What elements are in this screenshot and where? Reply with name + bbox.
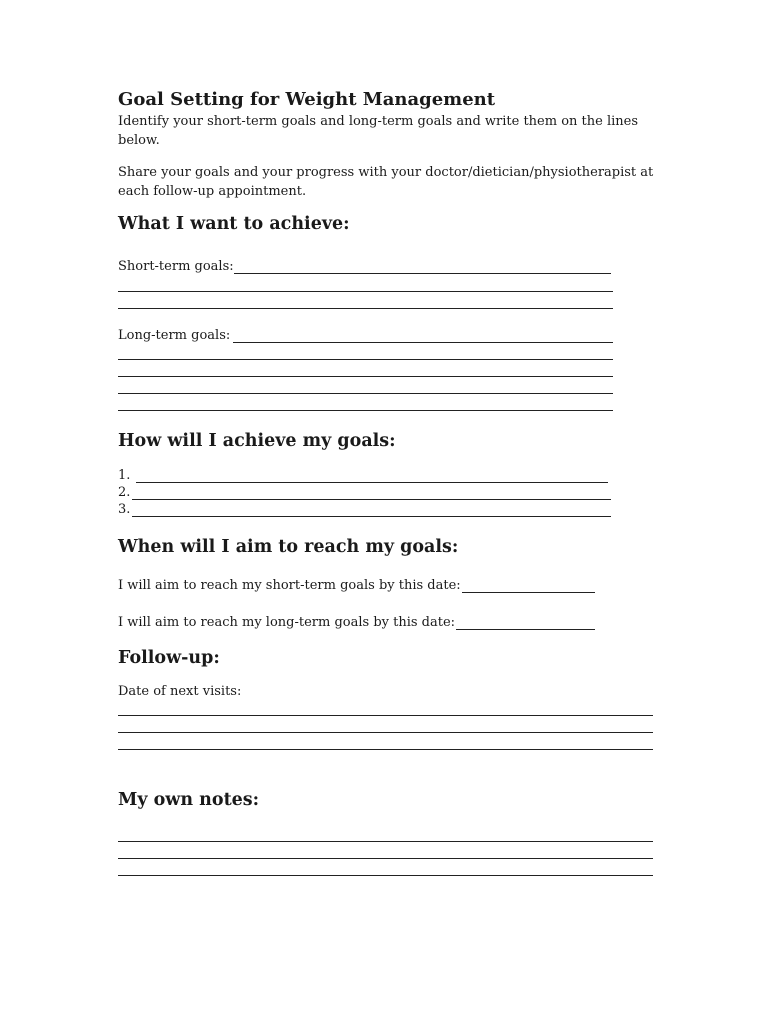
long-term-goals-line[interactable] xyxy=(118,376,613,377)
followup-heading: Follow-up: xyxy=(118,648,220,668)
achieve-heading: What I want to achieve: xyxy=(118,214,350,234)
long-term-goals-line[interactable] xyxy=(118,393,613,394)
long-term-date-field[interactable] xyxy=(456,613,595,630)
long-term-goals-field[interactable] xyxy=(233,326,613,343)
long-term-goals-line[interactable] xyxy=(118,410,613,411)
how-item-number: 2. xyxy=(118,485,131,500)
long-term-date-label: I will aim to reach my long-term goals by this date: xyxy=(118,615,456,630)
short-term-date-field[interactable] xyxy=(462,576,595,593)
how-item-field[interactable] xyxy=(132,483,611,500)
how-item-field[interactable] xyxy=(132,500,611,517)
how-item-field[interactable] xyxy=(136,466,608,483)
short-term-goals-line[interactable] xyxy=(118,308,613,309)
notes-heading: My own notes: xyxy=(118,790,260,810)
long-term-goals-line[interactable] xyxy=(118,359,613,360)
how-item-number: 3. xyxy=(118,502,131,517)
next-visits-line[interactable] xyxy=(118,715,653,716)
notes-line[interactable] xyxy=(118,858,653,859)
next-visits-line[interactable] xyxy=(118,749,653,750)
notes-line[interactable] xyxy=(118,841,653,842)
short-term-goals-field[interactable] xyxy=(234,257,611,274)
page-title: Goal Setting for Weight Management xyxy=(118,89,496,110)
intro-paragraph-1: Identify your short-term goals and long-term goals and write them on the lines below. xyxy=(118,114,639,148)
when-heading: When will I aim to reach my goals: xyxy=(118,537,459,557)
how-heading: How will I achieve my goals: xyxy=(118,431,396,451)
next-visits-label: Date of next visits: xyxy=(118,684,242,699)
intro-paragraph-2: Share your goals and your progress with your doctor/dietician/physiotherapist at each follow-up appointment. xyxy=(118,165,654,199)
long-term-goals-label: Long-term goals: xyxy=(118,328,231,343)
notes-line[interactable] xyxy=(118,875,653,876)
short-term-goals-line[interactable] xyxy=(118,291,613,292)
next-visits-line[interactable] xyxy=(118,732,653,733)
how-item-number: 1. xyxy=(118,468,131,483)
short-term-goals-label: Short-term goals: xyxy=(118,259,234,274)
short-term-date-label: I will aim to reach my short-term goals by this date: xyxy=(118,578,461,593)
